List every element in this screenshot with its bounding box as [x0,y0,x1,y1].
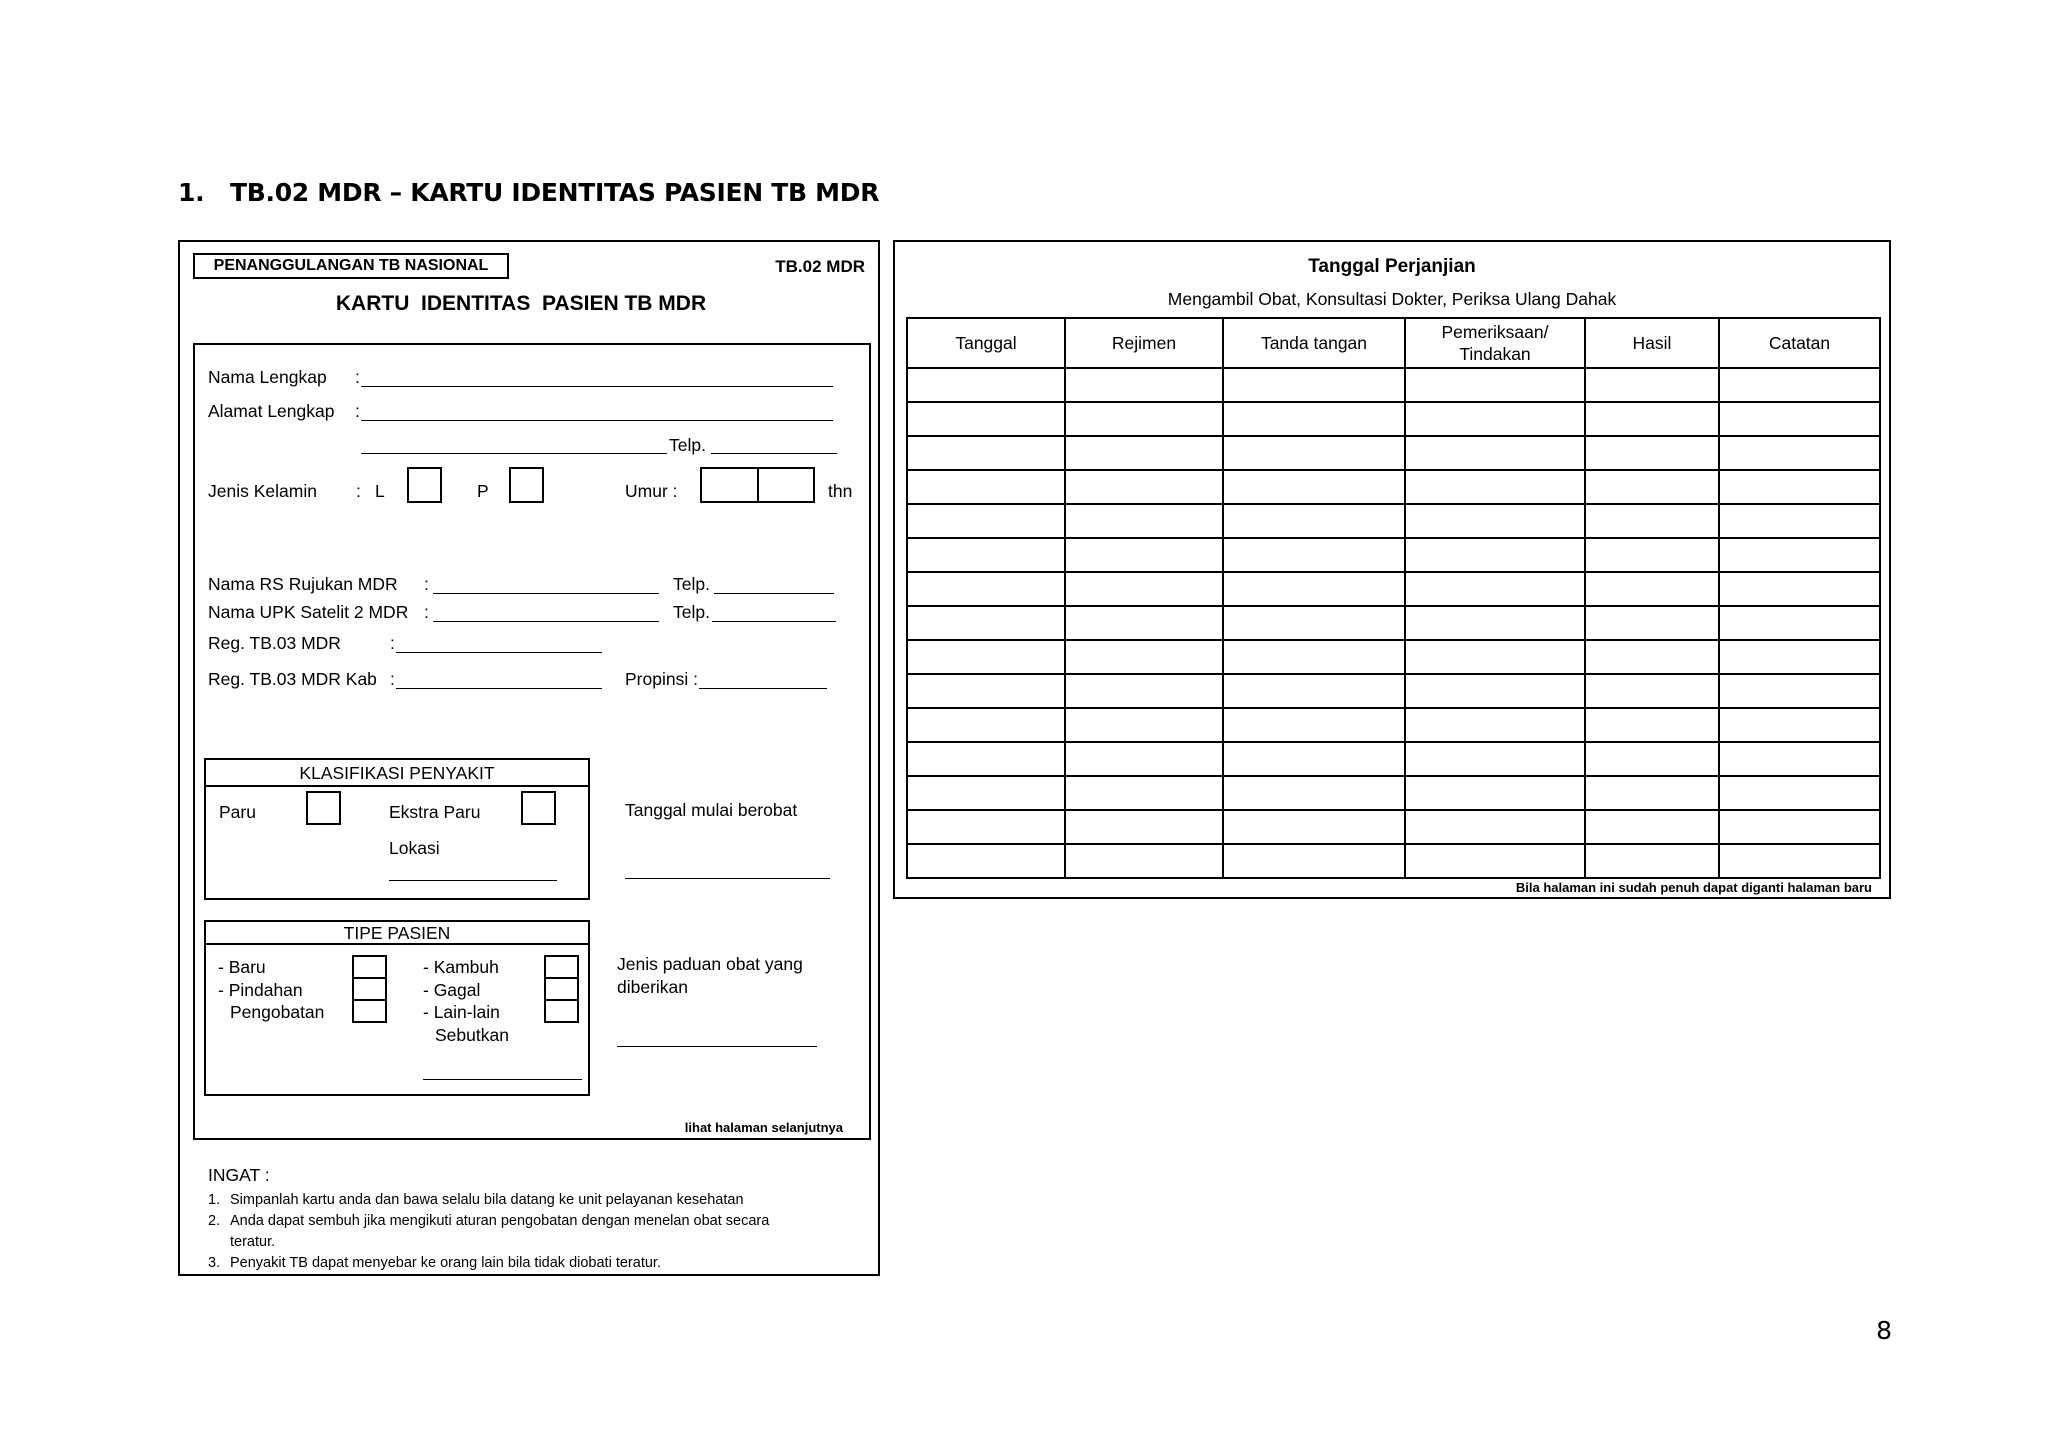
cell-result[interactable] [1585,742,1719,776]
cell-regimen[interactable] [1065,606,1223,640]
table-row [907,640,1880,674]
address-field-2[interactable] [361,453,667,454]
cell-date[interactable] [907,368,1065,402]
cell-notes[interactable] [1719,708,1880,742]
cell-date[interactable] [907,776,1065,810]
col-examination: Pemeriksaan/ Tindakan [1405,318,1585,368]
colon: : [355,401,360,421]
start-date-label: Tanggal mulai berobat [625,800,798,820]
full-name-field[interactable] [361,386,833,387]
cell-signature[interactable] [1223,776,1405,810]
table-row [907,606,1880,640]
col-regimen: Rejimen [1065,318,1223,368]
cell-date[interactable] [907,436,1065,470]
cell-regimen[interactable] [1065,810,1223,844]
appointment-table [906,317,1881,879]
rs-referral-field[interactable] [433,593,659,594]
cell-result[interactable] [1585,674,1719,708]
cell-signature[interactable] [1223,640,1405,674]
cell-notes[interactable] [1719,436,1880,470]
cell-regimen[interactable] [1065,640,1223,674]
cell-examination[interactable] [1405,402,1585,436]
cell-date[interactable] [907,470,1065,504]
type-transfer-label: - Pindahan [218,979,303,1000]
cell-signature[interactable] [1223,572,1405,606]
patient-type-left-list [218,956,324,1024]
province-field[interactable] [699,688,827,689]
cell-result[interactable] [1585,708,1719,742]
reminder-item [208,1253,830,1274]
cell-date[interactable] [907,742,1065,776]
table-row [907,470,1880,504]
patient-type-box [204,920,590,1096]
reminder-item-text: Simpanlah kartu anda dan bawa selalu bila datang ke unit pelayanan kesehatan [230,1192,744,1208]
appointment-table-body [907,368,1880,878]
cell-date[interactable] [907,504,1065,538]
card-title-text: KARTU IDENTITAS PASIEN TB MDR [335,292,707,315]
type-relapse-label: - Kambuh [423,957,499,977]
table-row [907,810,1880,844]
card-title [180,292,882,316]
cell-examination[interactable] [1405,640,1585,674]
cell-signature[interactable] [1223,470,1405,504]
classification-header: KLASIFIKASI PENYAKIT [206,760,588,787]
type-failed-label: - Gagal [423,979,481,1000]
location-field[interactable] [389,880,557,881]
cell-examination[interactable] [1405,504,1585,538]
cell-notes[interactable] [1719,844,1880,878]
telp-field[interactable] [711,453,837,454]
rs-telp-field[interactable] [714,593,834,594]
cell-notes[interactable] [1719,470,1880,504]
cell-signature[interactable] [1223,708,1405,742]
cell-result[interactable] [1585,368,1719,402]
table-row [907,674,1880,708]
cell-notes[interactable] [1719,572,1880,606]
type-specify-field[interactable] [423,1079,582,1080]
form-code: TB.02 MDR [775,257,865,276]
rs-referral-label: Nama RS Rujukan MDR [208,574,398,594]
colon: : [355,367,360,387]
cell-examination[interactable] [1405,844,1585,878]
telp-label: Telp. [673,574,710,594]
cell-regimen[interactable] [1065,436,1223,470]
cell-examination[interactable] [1405,606,1585,640]
cell-examination[interactable] [1405,810,1585,844]
colon: : [390,669,395,689]
location-label: Lokasi [389,838,440,858]
table-row [907,436,1880,470]
cell-examination[interactable] [1405,708,1585,742]
type-other-checkbox[interactable] [544,999,579,1023]
reg-kab-label: Reg. TB.03 MDR Kab [208,669,377,689]
cell-result[interactable] [1585,606,1719,640]
cell-date[interactable] [907,674,1065,708]
cell-regimen[interactable] [1065,708,1223,742]
upk-field[interactable] [433,621,659,622]
table-row [907,572,1880,606]
cell-signature[interactable] [1223,810,1405,844]
cell-regimen[interactable] [1065,504,1223,538]
colon: : [390,633,395,653]
gender-label: Jenis Kelamin [208,481,317,501]
province-label: Propinsi : [625,669,698,689]
table-row [907,402,1880,436]
type-transfer-checkbox[interactable] [352,977,387,1001]
table-row [907,368,1880,402]
appointment-card [893,240,1891,899]
extra-paru-label: Ekstra Paru [389,802,481,822]
age-digit-1[interactable] [700,467,759,503]
cell-examination[interactable] [1405,776,1585,810]
gender-p-checkbox[interactable] [509,467,544,503]
type-failed-checkbox[interactable] [544,977,579,1001]
colon: : [424,574,429,594]
regimen-label-line-2: diberikan [617,976,689,997]
reminder-item [208,1211,790,1253]
cell-date[interactable] [907,708,1065,742]
cell-regimen[interactable] [1065,674,1223,708]
cell-examination[interactable] [1405,572,1585,606]
full-name-label: Nama Lengkap [208,367,327,387]
identity-card [178,240,880,1276]
reg-kab-field[interactable] [396,688,602,689]
cell-regimen[interactable] [1065,742,1223,776]
type-new-checkbox[interactable] [352,955,387,979]
page-heading [178,178,879,207]
cell-signature[interactable] [1223,504,1405,538]
reminder-item-number: 2. [208,1213,221,1229]
cell-date[interactable] [907,640,1065,674]
cell-signature[interactable] [1223,742,1405,776]
cell-result[interactable] [1585,538,1719,572]
patient-type-header: TIPE PASIEN [206,922,588,945]
cell-date[interactable] [907,572,1065,606]
cell-result[interactable] [1585,504,1719,538]
page-number: 8 [1876,1316,1892,1345]
cell-signature[interactable] [1223,606,1405,640]
heading-number: 1. [178,178,205,207]
cell-result[interactable] [1585,844,1719,878]
program-label: PENANGGULANGAN TB NASIONAL [193,253,509,279]
table-header-row [907,318,1880,368]
cell-notes[interactable] [1719,368,1880,402]
col-signature: Tanda tangan [1223,318,1405,368]
gender-l-checkbox[interactable] [407,467,442,503]
start-date-field[interactable] [625,878,830,879]
cell-date[interactable] [907,402,1065,436]
regimen-field[interactable] [617,1046,817,1047]
gender-l-label: L [375,481,385,501]
type-specify-label: Sebutkan [435,1024,509,1045]
reminder-title: INGAT : [208,1165,270,1185]
table-row [907,708,1880,742]
cell-examination[interactable] [1405,436,1585,470]
type-other-label: - Lain-lain [423,1002,500,1022]
age-label: Umur : [625,481,678,501]
paru-checkbox[interactable] [306,791,341,825]
cell-result[interactable] [1585,402,1719,436]
cell-regimen[interactable] [1065,538,1223,572]
heading-text: TB.02 MDR – KARTU IDENTITAS PASIEN TB MDR [230,178,880,207]
regimen-label [617,953,803,998]
type-transfer-checkbox-2[interactable] [352,999,387,1023]
col-notes: Catatan [1719,318,1880,368]
type-transfer-label-2: Pengobatan [230,1002,325,1022]
appointment-subtitle: Mengambil Obat, Konsultasi Dokter, Periksa Ulang Dahak [1167,289,1617,309]
cell-notes[interactable] [1719,674,1880,708]
reg-field[interactable] [396,652,602,653]
reg-label: Reg. TB.03 MDR [208,633,341,653]
reminder-item-number: 1. [208,1192,221,1208]
regimen-label-line-1: Jenis paduan obat yang [617,954,803,974]
cell-date[interactable] [907,606,1065,640]
cell-examination[interactable] [1405,538,1585,572]
cell-result[interactable] [1585,640,1719,674]
cell-examination[interactable] [1405,674,1585,708]
cell-regimen[interactable] [1065,470,1223,504]
next-page-note: lihat halaman selanjutnya [684,1120,843,1135]
cell-examination[interactable] [1405,470,1585,504]
cell-notes[interactable] [1719,810,1880,844]
extra-paru-checkbox[interactable] [521,791,556,825]
cell-result[interactable] [1585,810,1719,844]
reminder-list [208,1190,830,1274]
type-new-label: - Baru [218,957,266,977]
cell-notes[interactable] [1719,776,1880,810]
paru-label: Paru [219,802,256,822]
reminder-item-text: Penyakit TB dapat menyebar ke orang lain bila tidak diobati teratur. [230,1255,661,1271]
table-row [907,504,1880,538]
telp-label: Telp. [673,602,710,622]
cell-examination[interactable] [1405,742,1585,776]
age-unit: thn [828,481,853,501]
identity-panel [193,343,871,1140]
cell-regimen[interactable] [1065,776,1223,810]
table-row [907,776,1880,810]
cell-regimen[interactable] [1065,368,1223,402]
reminder-item-number: 3. [208,1255,221,1271]
reminder-item-text: Anda dapat sembuh jika mengikuti aturan pengobatan dengan menelan obat secara teratur. [230,1213,770,1250]
cell-notes[interactable] [1719,538,1880,572]
telp-label: Telp. [669,435,706,455]
address-field-1[interactable] [361,420,833,421]
cell-regimen[interactable] [1065,402,1223,436]
cell-notes[interactable] [1719,606,1880,640]
colon: : [356,481,361,501]
cell-notes[interactable] [1719,504,1880,538]
upk-telp-field[interactable] [712,621,836,622]
reminder-item [208,1190,830,1211]
cell-examination[interactable] [1405,368,1585,402]
cell-date[interactable] [907,538,1065,572]
cell-result[interactable] [1585,436,1719,470]
cell-signature[interactable] [1223,368,1405,402]
cell-regimen[interactable] [1065,844,1223,878]
cell-signature[interactable] [1223,844,1405,878]
cell-signature[interactable] [1223,674,1405,708]
col-result: Hasil [1585,318,1719,368]
patient-type-right-list [423,956,509,1046]
type-relapse-checkbox[interactable] [544,955,579,979]
table-row [907,742,1880,776]
classification-box [204,758,590,900]
cell-result[interactable] [1585,776,1719,810]
appointment-footer: Bila halaman ini sudah penuh dapat diganti halaman baru [1515,880,1872,895]
cell-date[interactable] [907,844,1065,878]
appointment-title: Tanggal Perjanjian [1308,256,1476,277]
col-date: Tanggal [907,318,1065,368]
cell-regimen[interactable] [1065,572,1223,606]
upk-satellite-label: Nama UPK Satelit 2 MDR [208,602,409,622]
full-address-label: Alamat Lengkap [208,401,335,421]
age-digit-2[interactable] [757,467,815,503]
table-row [907,538,1880,572]
cell-signature[interactable] [1223,538,1405,572]
cell-notes[interactable] [1719,402,1880,436]
cell-result[interactable] [1585,470,1719,504]
cell-result[interactable] [1585,572,1719,606]
cell-signature[interactable] [1223,402,1405,436]
cell-notes[interactable] [1719,742,1880,776]
cell-notes[interactable] [1719,640,1880,674]
colon: : [424,602,429,622]
cell-signature[interactable] [1223,436,1405,470]
gender-p-label: P [477,481,489,501]
cell-date[interactable] [907,810,1065,844]
table-row [907,844,1880,878]
